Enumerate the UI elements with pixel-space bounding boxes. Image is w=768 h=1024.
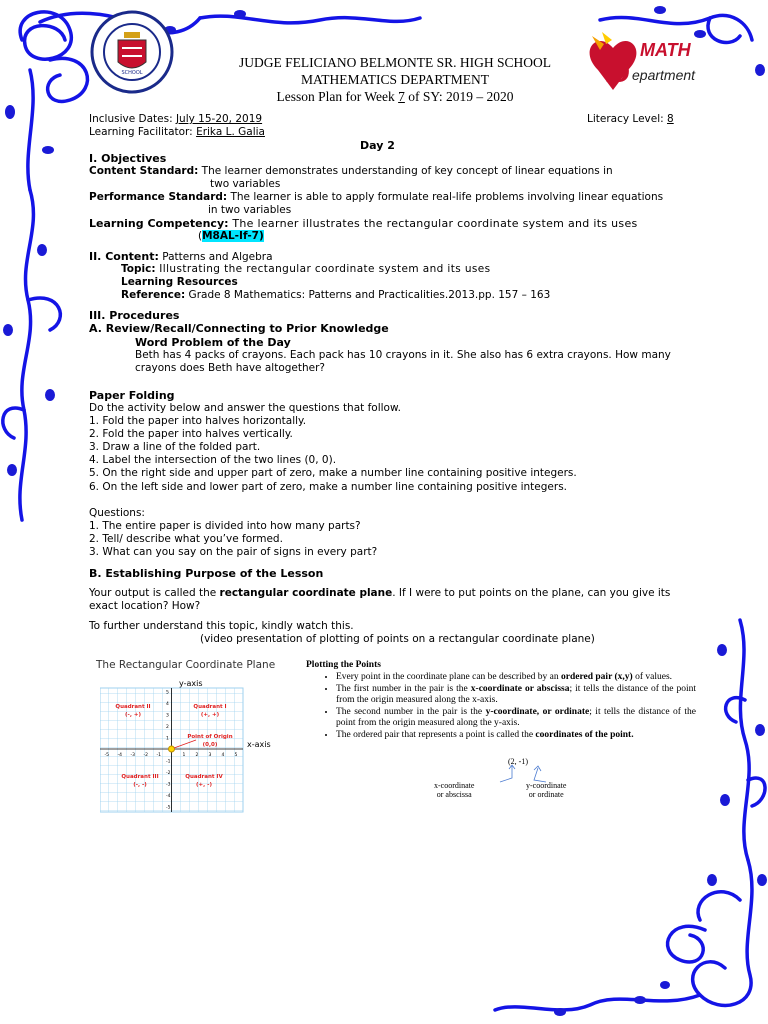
content-standard (89, 165, 613, 178)
quadrant-1-label: Quadrant I (193, 704, 227, 710)
origin-coord: (0,0) (202, 742, 218, 748)
x-tick-label: 2 (195, 753, 199, 758)
content-heading-line (89, 250, 273, 264)
math-logo-top: MATH (640, 40, 691, 60)
plotting-bullet-1: • Every point in the coordinate plane can be described by an ordered pair (x,y) of values. (336, 672, 696, 683)
y-tick-label: 2 (166, 725, 169, 730)
dates-label: Inclusive Dates: (89, 113, 176, 125)
coordinate-plane-figure (100, 676, 300, 814)
x-tick-label: 3 (208, 753, 212, 758)
purpose-line2: exact location? How? (89, 600, 201, 612)
content-heading: II. Content: (89, 250, 159, 263)
x-tick-label: 5 (234, 753, 238, 758)
math-logo-bottom: epartment (632, 67, 696, 83)
questions-label: Questions: (89, 507, 145, 519)
performance-standard-text2: in two variables (208, 204, 292, 216)
facilitator-value: Erika L. Galia (196, 126, 265, 138)
procedures-heading: III. Procedures (89, 309, 180, 322)
y-tick-label: 4 (166, 702, 169, 707)
step-item: 5. On the right side and upper part of zero, make a number line containing positive integers. (89, 467, 577, 479)
purpose-line1-bold: rectangular coordinate plane (219, 587, 393, 599)
quadrant-2-label: Quadrant II (115, 704, 151, 710)
y-axis-label: y-axis (179, 679, 203, 688)
purpose-line1 (89, 587, 670, 600)
x-tick-label: -4 (117, 753, 122, 758)
question-item: 3. What can you say on the pair of signs in every part? (89, 546, 378, 558)
x-tick-label: -5 (104, 753, 109, 758)
plan-week: 7 (398, 89, 405, 104)
y-tick-label: -3 (166, 782, 171, 788)
establishing-purpose-heading: B. Establishing Purpose of the Lesson (89, 567, 324, 580)
learning-competency-text: The learner illustrates the rectangular coordinate system and its uses (228, 217, 638, 230)
origin-label: Point of Origin (187, 734, 233, 740)
purpose-line1-post: . If I were to put points on the plane, can you give its (392, 587, 671, 599)
svg-text:SCHOOL: SCHOOL (121, 70, 143, 76)
step-item: 2. Fold the paper into halves vertically. (89, 428, 293, 440)
day-label: Day 2 (360, 139, 395, 152)
performance-standard-label: Performance Standard: (89, 191, 228, 203)
content-standard-text: The learner demonstrates understanding of key concept of linear equations in (198, 165, 613, 177)
quadrant-3-sign: (-, -) (133, 782, 147, 788)
plotting-bullet-4: • The ordered pair that represents a point is called the coordinates of the point. (336, 730, 696, 741)
topic-label: Topic: (121, 263, 156, 275)
department-name: MATHEMATICS DEPARTMENT (300, 72, 490, 87)
plotting-title: Plotting the Points (306, 660, 381, 670)
competency-code: M8AL-If-7) (202, 230, 264, 242)
school-name: JUDGE FELICIANO BELMONTE SR. HIGH SCHOOL (239, 55, 551, 70)
learning-competency (89, 217, 638, 230)
review-heading: A. Review/Recall/Connecting to Prior Knowledge (89, 322, 389, 335)
quadrant-4-label: Quadrant IV (185, 774, 223, 780)
x-tick-label: -3 (130, 753, 135, 758)
math-logo-d: D (606, 53, 631, 90)
literacy-label: Literacy Level: (587, 113, 668, 125)
question-item: 2. Tell/ describe what you’ve formed. (89, 533, 283, 545)
performance-standard (89, 191, 663, 204)
quadrant-1-sign: (+, +) (200, 712, 220, 718)
x-tick-label: -2 (143, 753, 148, 758)
x-tick-label: 4 (221, 753, 225, 758)
reference-line (121, 289, 550, 302)
literacy-value: 8 (667, 113, 674, 125)
topic-text: Illustrating the rectangular coordinate system and its uses (155, 263, 491, 275)
plan-prefix: Lesson Plan for Week (276, 89, 399, 104)
word-problem-heading: Word Problem of the Day (135, 336, 291, 349)
x-tick-label: 1 (182, 753, 186, 758)
word-problem-line1: Beth has 4 packs of crayons. Each pack has 10 crayons in it. She also has 6 extra crayons. How many (135, 349, 671, 361)
learning-competency-label: Learning Competency: (89, 217, 229, 230)
paper-folding-intro: Do the activity below and answer the questions that follow. (89, 402, 401, 414)
content-standard-label: Content Standard: (89, 165, 199, 177)
content-heading-text: Patterns and Algebra (158, 251, 273, 263)
word-problem-line2: crayons does Beth have altogether? (135, 362, 325, 374)
topic-line (121, 263, 491, 276)
facilitator-label: Learning Facilitator: (89, 126, 197, 138)
y-tick-label: 1 (166, 736, 169, 742)
objectives-heading: I. Objectives (89, 152, 167, 165)
y-tick-label: -2 (166, 771, 171, 776)
paper-folding-heading: Paper Folding (89, 389, 175, 402)
purpose-line4: (video presentation of plotting of points on a rectangular coordinate plane) (200, 633, 595, 645)
step-item: 4. Label the intersection of the two lines (0, 0). (89, 454, 337, 466)
competency-code-open: ( (198, 230, 203, 242)
y-tick-label: -5 (166, 805, 171, 811)
y-coordinate-label: y-coordinate or ordinate (526, 781, 567, 799)
literacy-level (587, 113, 674, 126)
x-axis-label: x-axis (247, 740, 271, 749)
performance-standard-text: The learner is able to apply formulate real-life problems involving linear equations (227, 191, 664, 203)
quadrant-4-sign: (+, -) (196, 782, 212, 788)
y-tick-label: -4 (166, 794, 171, 799)
figure-title: The Rectangular Coordinate Plane (96, 659, 276, 671)
plotting-bullets (306, 672, 696, 742)
inclusive-dates (89, 113, 262, 126)
step-item: 1. Fold the paper into halves horizontally. (89, 415, 307, 427)
learning-resources-label: Learning Resources (121, 276, 238, 288)
purpose-line1-pre: Your output is called the (89, 587, 220, 599)
reference-label: Reference: (121, 289, 186, 301)
plotting-bullet-2: • The first number in the pair is the x-coordinate or abscissa; it tells the distance of the point from the origin measured along the x-axis. (336, 684, 696, 706)
ordered-pair-example: (2, -1) (508, 757, 528, 766)
question-item: 1. The entire paper is divided into how many parts? (89, 520, 361, 532)
quadrant-3-label: Quadrant III (121, 774, 159, 780)
lesson-plan-line (160, 89, 630, 105)
step-item: 3. Draw a line of the folded part. (89, 441, 261, 453)
y-tick-label: 3 (166, 713, 169, 719)
purpose-line3: To further understand this topic, kindly watch this. (89, 620, 354, 632)
learning-facilitator (89, 126, 265, 139)
reference-text: Grade 8 Mathematics: Patterns and Practicalities.2013.pp. 157 – 163 (185, 289, 551, 301)
y-tick-label: -1 (166, 759, 171, 765)
competency-code-line (198, 230, 264, 243)
dates-value: July 15-20, 2019 (175, 113, 263, 125)
x-coordinate-label: x-coordinate or abscissa (434, 781, 475, 799)
content-standard-text2: two variables (210, 178, 281, 190)
plotting-bullet-3: • The second number in the pair is the y-coordinate, or ordinate; it tells the distance of the point from the origin measured along the y-axis. (336, 707, 696, 729)
quadrant-2-sign: (-, +) (125, 712, 141, 718)
x-tick-label: -1 (156, 753, 161, 758)
y-tick-label: 5 (166, 690, 169, 696)
plan-suffix: of SY: 2019 – 2020 (404, 89, 514, 104)
step-item: 6. On the left side and lower part of zero, make a number line containing positive integers. (89, 481, 568, 493)
